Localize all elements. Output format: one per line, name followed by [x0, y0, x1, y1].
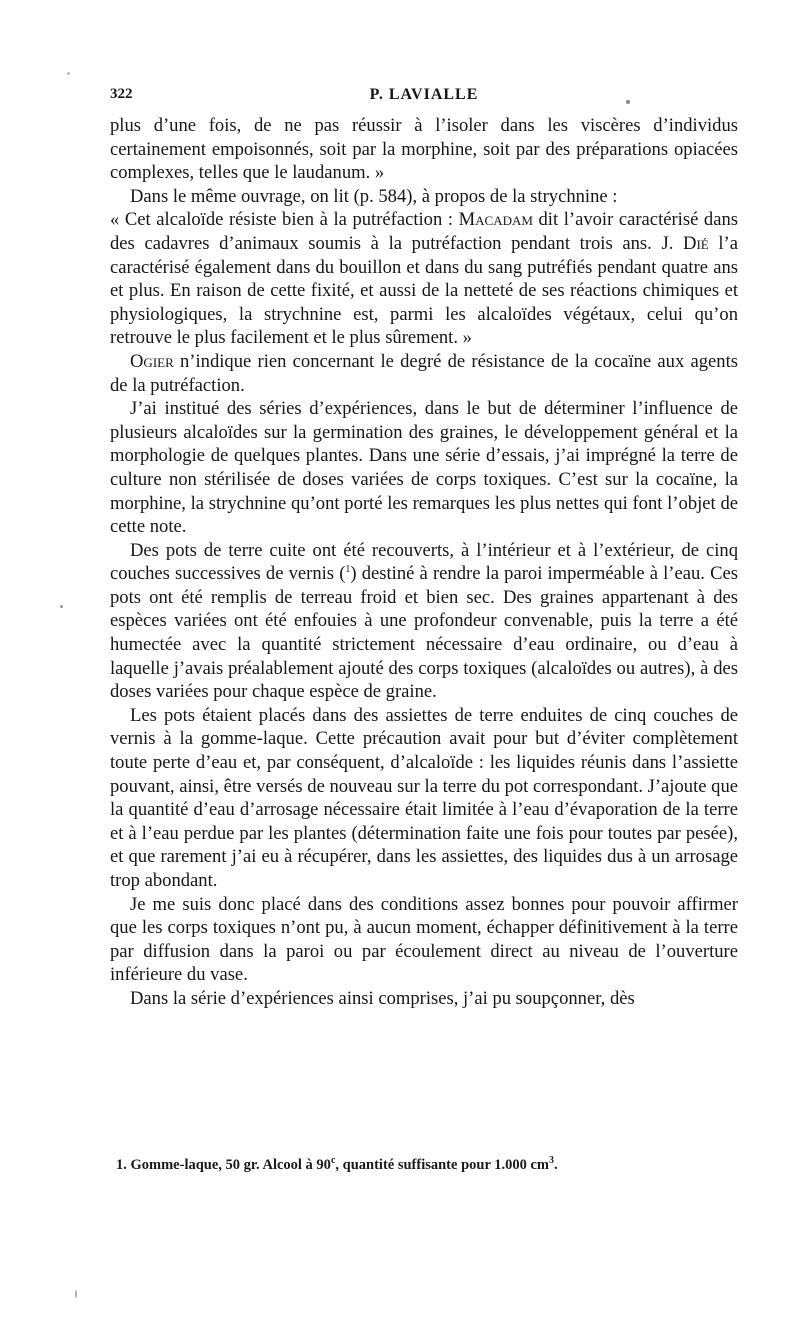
- paragraph-1: plus d’une fois, de ne pas réussir à l’isoler dans les viscères d’individus certainement empoisonnés, soit par la morphine, soit par des préparations opiacées complexes, telles que le laudanum. »: [110, 115, 738, 184]
- paragraph-6: Des pots de terre cuite ont été recouverts, à l’intérieur et à l’extérieur, de cinq couches successives de vernis ($^1$) destiné à rendre la paroi imperméable à l’eau. Ces pots ont été remplis de terreau froid et bien sec. Des graines appartenant à des espèces variées ont été enfouies à une profondeur convenable, puis la terre a été humectée avec la quantité strictement nécessaire d’eau ordinaire, ou d’eau à laquelle j’avais préalablement ajouté des corps toxiques (alcaloïdes ou autres), à des doses variées pour chaque espèce de graine.: [110, 539, 738, 703]
- running-head: [110, 86, 738, 110]
- author-name-die: Dié: [683, 232, 709, 254]
- paragraph-2: Dans le même ouvrage, on lit (p. 584), à propos de la strychnine :: [130, 185, 618, 207]
- scan-speck: [75, 1290, 77, 1298]
- paragraph-5: J’ai institué des séries d’expériences, dans le but de déterminer l’influence de plusieurs alcaloïdes sur la germination des graines, le développement général et la morphologie de quelques plantes. Dans une série d’essais, j’ai imprégné la terre de culture non stérilisée de doses variées de corps toxiques. C’est sur la cocaïne, la morphine, la strychnine qu’ont porté les remarques les plus nettes qui font l’objet de cette note.: [110, 398, 738, 538]
- author-name-macadam: Macadam: [458, 209, 533, 231]
- paragraph-7: Les pots étaient placés dans des assiettes de terre enduites de cinq couches de vernis à la gomme-laque. Cette précaution avait pour but d’éviter complètement toute perte d’eau et, par conséquent, d’alcaloïde : les liquides réunis dans l’assiette pouvant, ainsi, être versés de nouveau sur la terre du pot correspondant. J’ajoute que la quantité d’eau d’arrosage nécessaire était limitée à l’eau d’évaporation de la terre et à l’eau perdue par les plantes (détermination faite une fois pour toutes par pesée), et que rarement j’ai eu à récupérer, dans les assiettes, des liquides dus à un arrosage trop abondant.: [110, 704, 738, 891]
- running-title: P. LAVIALLE: [369, 86, 479, 103]
- footnote-number: 1.: [116, 1157, 127, 1173]
- scan-speck: [67, 72, 70, 75]
- page-number: 322: [110, 86, 133, 102]
- document-page: [110, 86, 738, 1011]
- paragraph-9: Dans la série d’expériences ainsi comprises, j’ai pu soupçonner, dès: [130, 987, 635, 1009]
- scan-speck: [626, 100, 630, 104]
- paragraph-3-quote: « Cet alcaloïde résiste bien à la putréfaction : Macadam dit l’avoir caractérisé dans des cadavres d’animaux soumis à la putréfaction pendant trois ans. J. Dié l’a caractérisé également dans du bouillon et dans du sang putréfiés pendant quatre ans et plus. En raison de cette fixité, et aussi de la netteté de ses réactions chimiques et physiologiques, la strychnine est, parmi les alcaloïdes végétaux, celui qu’on retrouve le plus facilement et le plus sûrement. »: [110, 209, 738, 349]
- footnote-reference[interactable]: 1: [345, 564, 351, 576]
- author-name-ogier: Ogier: [130, 350, 174, 372]
- scan-speck: [60, 605, 63, 608]
- paragraph-8: Je me suis donc placé dans des conditions assez bonnes pour pouvoir affirmer que les corps toxiques n’ont pu, à aucun moment, échapper définitivement à la terre par diffusion dans la paroi ou par écoulement direct au niveau de l’ouverture inférieure du vase.: [110, 893, 738, 986]
- body-text: [110, 114, 738, 1011]
- footnote: 1. Gomme-laque, 50 gr. Alcool à 90$^c$, quantité suffisante pour 1.000 $cm^3$.: [116, 1155, 558, 1173]
- paragraph-4: Ogier n’indique rien concernant le degré de résistance de la cocaïne aux agents de la putréfaction.: [110, 350, 738, 396]
